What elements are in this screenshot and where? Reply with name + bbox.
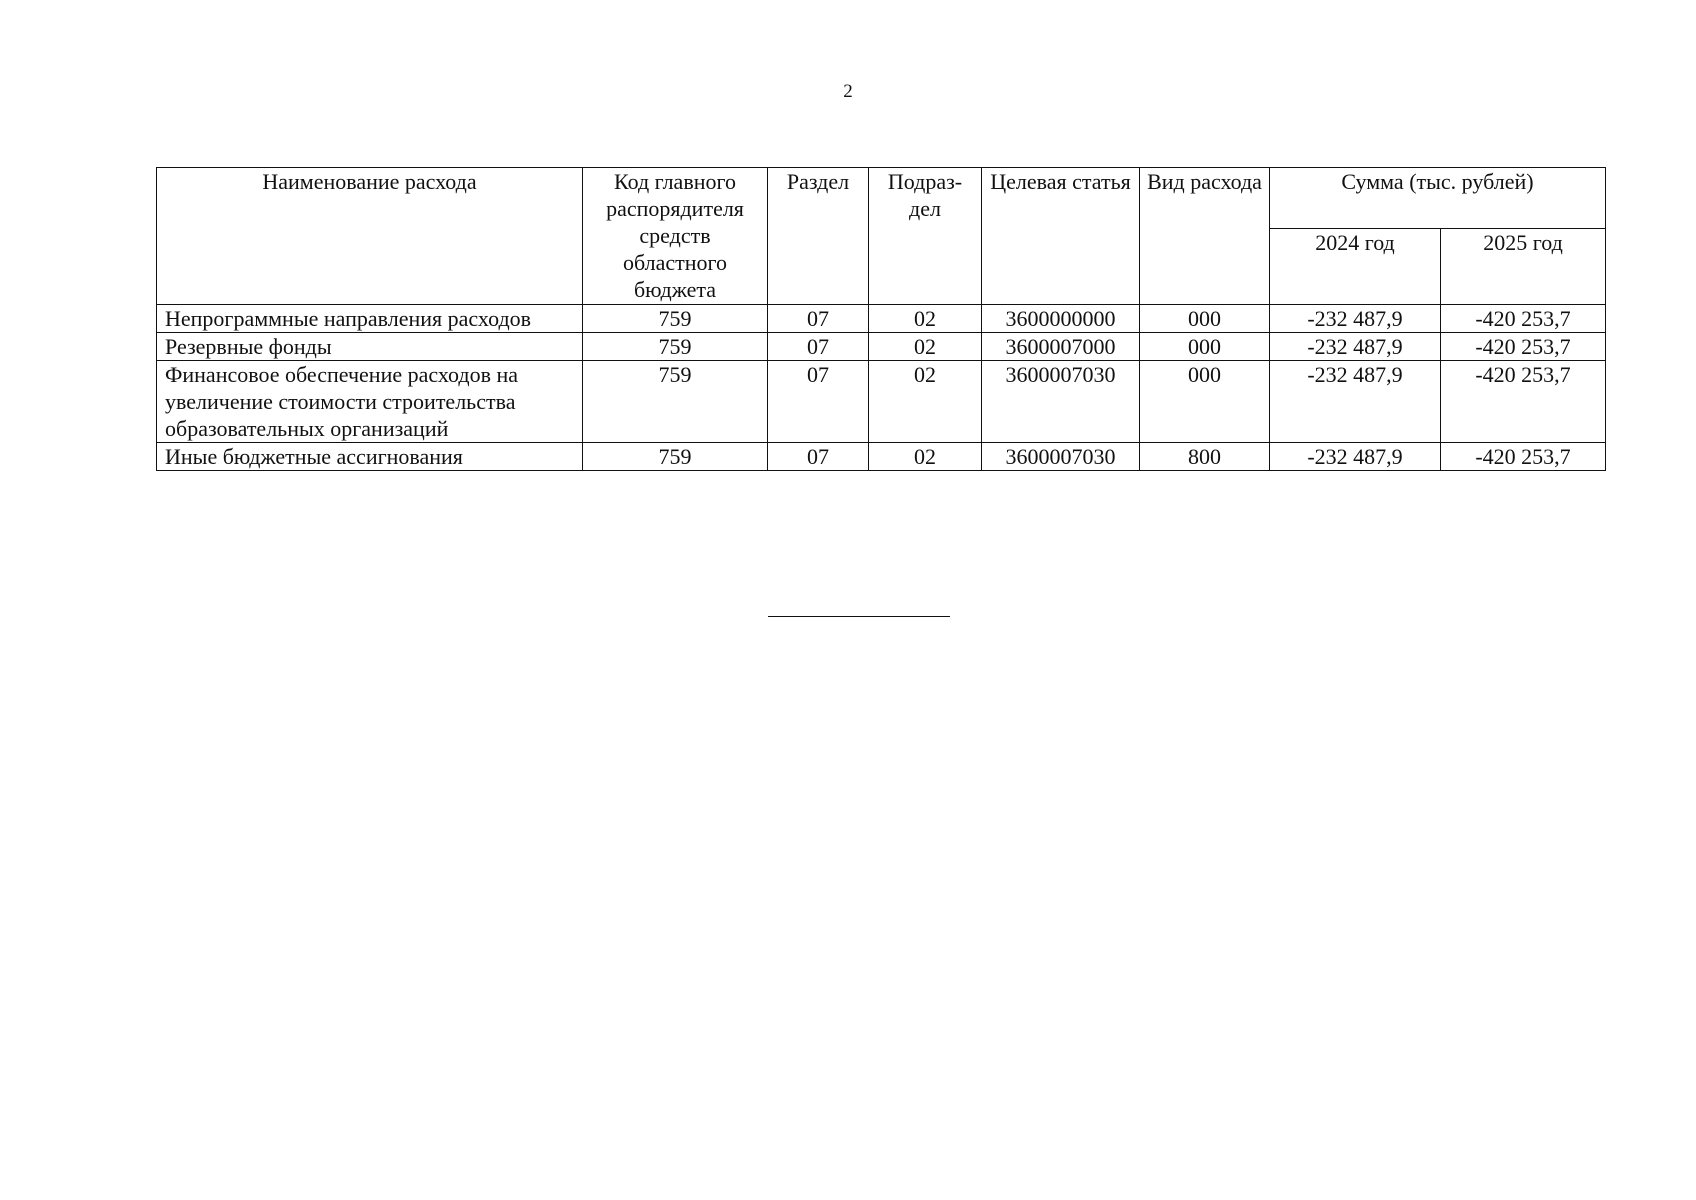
page-number: 2 [843,81,853,102]
cell-name: Иные бюджетные ассигнования [157,443,583,471]
budget-table [156,167,1606,471]
end-divider [768,616,950,617]
header-target: Целевая статья [982,168,1140,305]
cell-subsection: 02 [869,361,982,443]
cell-name: Резервные фонды [157,333,583,361]
header-year-2025: 2025 год [1441,229,1606,305]
cell-name: Финансовое обеспечение расходов на увеличение стоимости строительства образовательных организаций [157,361,583,443]
cell-2025: -420 253,7 [1441,333,1606,361]
cell-2025: -420 253,7 [1441,361,1606,443]
cell-subsection: 02 [869,305,982,333]
table-row [157,361,1606,443]
header-type: Вид расхода [1140,168,1270,305]
cell-type: 000 [1140,333,1270,361]
cell-2024: -232 487,9 [1270,361,1441,443]
header-code: Код главного распорядителя средств областного бюджета [583,168,768,305]
cell-code: 759 [583,333,768,361]
table-header-row [157,168,1606,229]
cell-2025: -420 253,7 [1441,443,1606,471]
cell-section: 07 [768,305,869,333]
header-year-2024: 2024 год [1270,229,1441,305]
cell-target: 3600007030 [982,361,1140,443]
cell-type: 000 [1140,305,1270,333]
cell-type: 000 [1140,361,1270,443]
cell-2024: -232 487,9 [1270,333,1441,361]
cell-section: 07 [768,443,869,471]
cell-section: 07 [768,333,869,361]
header-subsection: Подраз-дел [869,168,982,305]
cell-2024: -232 487,9 [1270,443,1441,471]
header-sum: Сумма (тыс. рублей) [1270,168,1606,229]
cell-code: 759 [583,443,768,471]
cell-target: 3600000000 [982,305,1140,333]
cell-2024: -232 487,9 [1270,305,1441,333]
header-name: Наименование расхода [157,168,583,305]
table-row [157,333,1606,361]
header-section: Раздел [768,168,869,305]
cell-subsection: 02 [869,443,982,471]
cell-section: 07 [768,361,869,443]
cell-subsection: 02 [869,333,982,361]
cell-code: 759 [583,305,768,333]
cell-code: 759 [583,361,768,443]
cell-name: Непрограммные направления расходов [157,305,583,333]
table-row [157,443,1606,471]
table-row [157,305,1606,333]
cell-type: 800 [1140,443,1270,471]
cell-target: 3600007000 [982,333,1140,361]
cell-target: 3600007030 [982,443,1140,471]
cell-2025: -420 253,7 [1441,305,1606,333]
